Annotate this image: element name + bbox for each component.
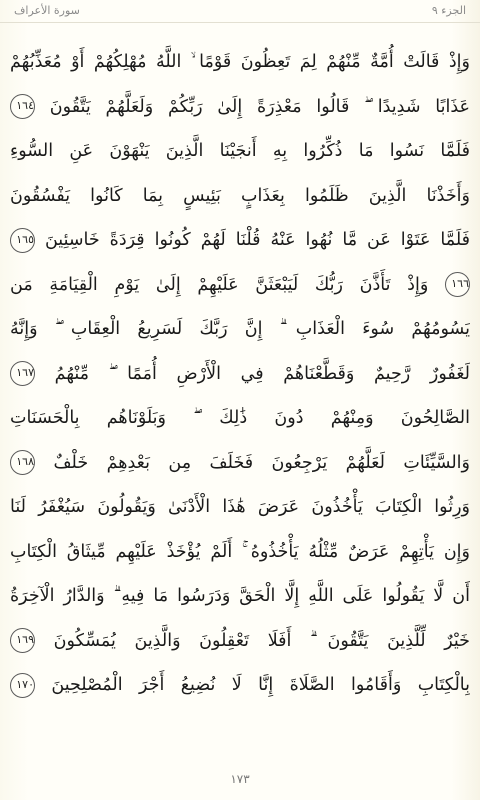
- header-divider: [0, 22, 480, 23]
- line-text: وَإِذْ تَأَذَّنَ رَبُّكَ لَيَبْعَثَنَّ عَلَيْهِمْ إِلَىٰ يَوْمِ الْقِيَامَةِ مَن: [10, 274, 429, 295]
- text-line: [10, 307, 470, 352]
- page-header: [0, 0, 480, 20]
- line-text: فَلَمَّا نَسُوا مَا ذُكِّرُوا بِهِ أَنجَيْنَا الَّذِينَ يَنْهَوْنَ عَنِ السُّوءِ: [10, 141, 470, 161]
- line-text: فَلَمَّا عَتَوْا عَن مَّا نُهُوا عَنْهُ قُلْنَا لَهُمْ كُونُوا قِرَدَةً خَاسِئِينَ: [44, 230, 470, 250]
- line-text: لَغَفُورٌ رَّحِيمٌ وَقَطَّعْنَاهُمْ فِي الْأَرْضِ أُمَمًا ۖ مِّنْهُمُ: [54, 363, 470, 384]
- text-line: [10, 619, 470, 664]
- line-text: خَيْرٌ لِّلَّذِينَ يَتَّقُونَ ۗ أَفَلَا تَعْقِلُونَ وَالَّذِينَ يُمَسِّكُونَ: [53, 630, 470, 651]
- text-line: [10, 396, 470, 441]
- text-line: [10, 485, 470, 530]
- page-number: ١٧٣: [230, 772, 250, 786]
- text-line: [10, 441, 470, 486]
- text-line: [10, 40, 470, 85]
- juz-label: الجزء ٩: [431, 3, 466, 17]
- line-text: وَأَخَذْنَا الَّذِينَ ظَلَمُوا بِعَذَابٍ بَئِيسٍ بِمَا كَانُوا يَفْسُقُونَ: [10, 185, 470, 206]
- text-line: [10, 174, 470, 219]
- line-text: وَرِثُوا الْكِتَابَ يَأْخُذُونَ عَرَضَ هَٰذَا الْأَدْنَىٰ وَيَقُولُونَ سَيُغْفَرُ لَنَا: [10, 497, 470, 517]
- text-line: [10, 129, 470, 174]
- text-line: [10, 218, 470, 263]
- line-text: الصَّالِحُونَ وَمِنْهُمْ دُونَ ذَٰلِكَ ۖ وَبَلَوْنَاهُم بِالْحَسَنَاتِ: [10, 408, 470, 428]
- quran-text: [10, 40, 470, 755]
- ayah-number-marker: ١٦٥: [10, 228, 35, 253]
- text-line: [10, 663, 470, 708]
- ayah-number-marker: ١٦٨: [10, 450, 35, 475]
- ayah-number-marker: ١٧٠: [10, 673, 35, 698]
- line-text: أَن لَّا يَقُولُوا عَلَى اللَّهِ إِلَّا الْحَقَّ وَدَرَسُوا مَا فِيهِ ۗ وَالدَّارُ الْآخِرَةُ: [10, 586, 470, 606]
- line-text: يَسُومُهُمْ سُوءَ الْعَذَابِ ۗ إِنَّ رَبَّكَ لَسَرِيعُ الْعِقَابِ ۖ وَإِنَّهُ: [10, 319, 470, 339]
- text-line: [10, 85, 470, 130]
- line-text: وَإِذْ قَالَتْ أُمَّةٌ مِّنْهُمْ لِمَ تَعِظُونَ قَوْمًا ۙ اللَّهُ مُهْلِكُهُمْ أَوْ مُعَذِّبُهُمْ: [10, 52, 470, 72]
- line-text: وَالسَّيِّئَاتِ لَعَلَّهُمْ يَرْجِعُونَ فَخَلَفَ مِن بَعْدِهِمْ خَلْفٌ: [53, 452, 470, 473]
- text-line: [10, 352, 470, 397]
- surah-name: سورة الأعراف: [14, 3, 80, 17]
- ayah-number-marker: ١٦٤: [10, 94, 35, 119]
- line-text: وَإِن يَأْتِهِمْ عَرَضٌ مِّثْلُهُ يَأْخُذُوهُ ۚ أَلَمْ يُؤْخَذْ عَلَيْهِم مِّيثَاقُ الْكِتَابِ: [10, 541, 470, 562]
- ayah-number-marker: ١٦٦: [445, 272, 470, 297]
- text-line: [10, 263, 470, 308]
- ayah-number-marker: ١٦٩: [10, 628, 35, 653]
- ayah-number-marker: ١٦٧: [10, 361, 35, 386]
- line-text: عَذَابًا شَدِيدًا ۖ قَالُوا مَعْذِرَةً إِلَىٰ رَبِّكُمْ وَلَعَلَّهُمْ يَتَّقُونَ: [49, 96, 470, 117]
- text-line: [10, 574, 470, 619]
- line-text: بِالْكِتَابِ وَأَقَامُوا الصَّلَاةَ إِنَّا لَا نُضِيعُ أَجْرَ الْمُصْلِحِينَ: [51, 675, 470, 695]
- text-line: [10, 530, 470, 575]
